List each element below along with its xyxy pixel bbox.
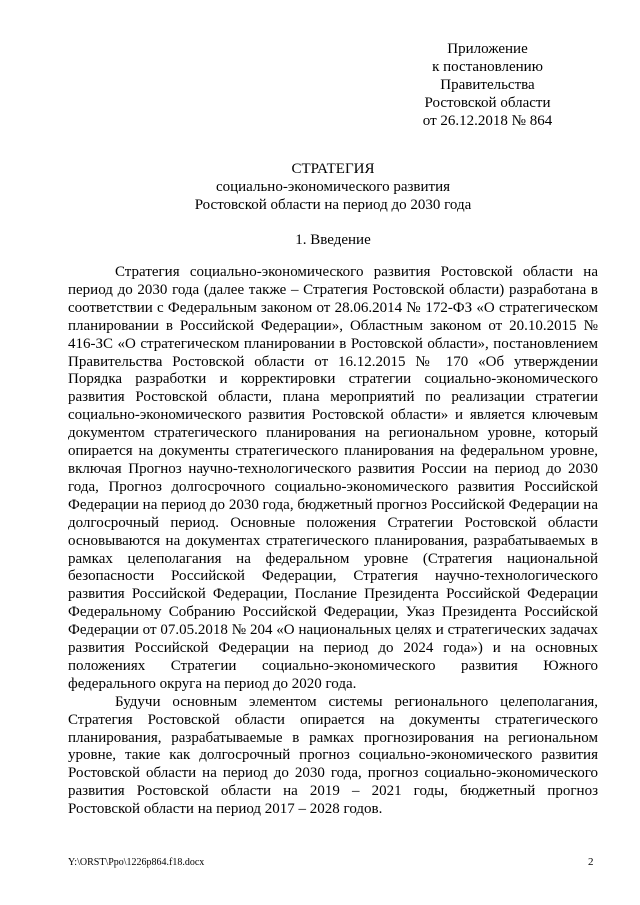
annex-block xyxy=(380,40,595,130)
annex-line-appendix: Приложение xyxy=(447,41,528,57)
annex-line-date-number: от 26.12.2018 № 864 xyxy=(422,113,553,129)
annex-line-government: Правительства xyxy=(440,77,535,93)
paragraph-1: Стратегия социально-экономического развития Ростовской области на период до 2030 года (далее также – Стратегия Ростовской области) разработана в соответствии с Федеральным законом от 28.06.2014 № 172-ФЗ «О стратегическом планировании в Российской Федерации», Областным законом от 20.10.2015 № 416-ЗС «О стратегическом планировании в Ростовской области», постановлением Правительства Ростовской области от 16.12.2015 № 170 «Об утверждении Порядка разработки и корректировки стратегии социально-экономического развития Ростовской области, плана мероприятий по реализации стратегии социально-экономического развития Ростовской области» и является ключевым документом стратегического планирования на региональном уровне, который опирается на документы стратегического планирования на федеральном уровне, включая Прогноз научно-технологического развития России на период до 2030 года, Прогноз долгосрочного социально-экономического развития Российской Федерации на период до 2030 года, бюджетный прогноз Российской Федерации на долгосрочный период. Основные положения Стратегии Ростовской области основываются на документах стратегического планирования, разрабатываемых в рамках целеполагания на федеральном уровне (Стратегия национальной безопасности Российской Федерации, Стратегия научно-технологического развития Российской Федерации, Послание Президента Российской Федерации Федеральному Собранию Российской Федерации, Указ Президента Российской Федерации от 07.05.2018 № 204 «О национальных целях и стратегических задачах развития Российской Федерации на период до 2024 года») и на основных положениях Стратегии социально-экономического развития Южного федерального округа на период до 2020 года. xyxy=(68,264,598,692)
paragraph-2: Будучи основным элементом системы регионального целеполагания, Стратегия Ростовской области опирается на документы стратегического планирования, разрабатываемые в рамках прогнозирования на региональном уровне, такие как долгосрочный прогноз социально-экономического развития Ростовской области на период до 2030 года, прогноз социально-экономического развития Ростовской области на 2019 – 2021 годы, бюджетный прогноз Ростовской области на период 2017 – 2028 годов. xyxy=(68,693,598,818)
title-subtitle-line-2: Ростовской области на период до 2030 года xyxy=(194,197,472,213)
annex-line-resolution: к постановлению xyxy=(432,59,543,75)
footer-file-path: Y:\ORST\Ppo\1226p864.f18.docx xyxy=(68,857,205,868)
document-title xyxy=(66,160,600,214)
title-subtitle-line-1: социально-экономического развития xyxy=(215,179,451,195)
annex-line-region: Ростовской области xyxy=(424,95,551,111)
title-main: СТРАТЕГИЯ xyxy=(291,161,375,177)
page-number: 2 xyxy=(588,856,594,868)
section-heading: 1. Введение xyxy=(295,232,371,248)
document-body xyxy=(68,264,598,819)
